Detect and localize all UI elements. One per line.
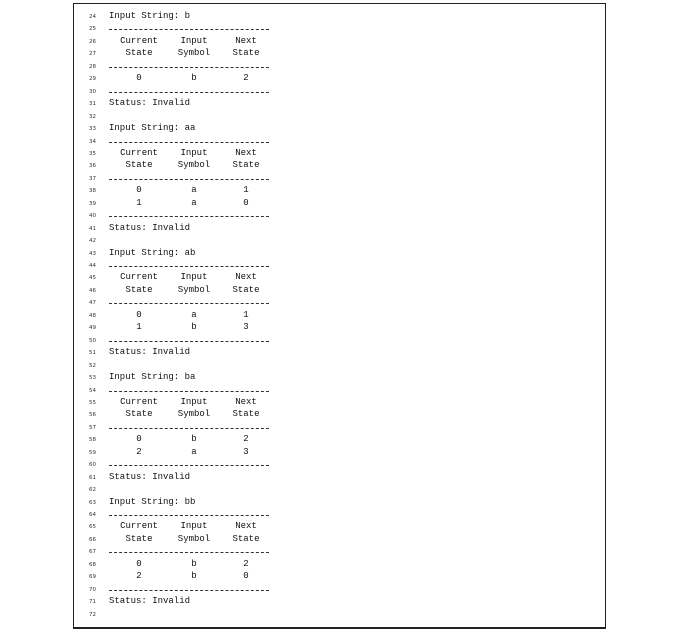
line-number: 47	[89, 300, 96, 307]
table-cell: 0	[136, 73, 142, 84]
table-cell: b	[191, 571, 197, 582]
line-number: 71	[89, 599, 96, 606]
table-header: State	[232, 160, 260, 171]
line-number: 55	[89, 399, 96, 406]
line-number: 66	[89, 536, 96, 543]
document-page	[73, 3, 606, 629]
table-cell: 0	[243, 197, 249, 208]
table-cell: 1	[243, 309, 249, 320]
table-header: Symbol	[177, 48, 211, 59]
status-text: Status: Invalid	[109, 222, 191, 233]
status-text: Status: Invalid	[109, 98, 191, 109]
table-header: Next	[235, 272, 257, 283]
separator-line	[109, 266, 269, 267]
table-cell: 0	[136, 434, 142, 445]
line-number: 42	[89, 238, 96, 245]
table-cell: 3	[243, 322, 249, 333]
line-number: 44	[89, 263, 96, 269]
table-cell: 1	[243, 185, 249, 196]
status-text: Status: Invalid	[109, 596, 191, 607]
line-number: 39	[89, 200, 96, 207]
line-number: 36	[89, 163, 96, 170]
table-header: Next	[235, 521, 257, 532]
table-cell: a	[191, 197, 197, 208]
table-cell: a	[191, 446, 197, 457]
separator-line	[109, 179, 269, 180]
separator-line	[109, 391, 269, 392]
separator-line	[109, 590, 269, 591]
separator-line	[109, 303, 269, 304]
table-cell: 0	[136, 185, 142, 196]
line-number: 51	[89, 350, 96, 357]
line-number: 64	[89, 512, 96, 518]
table-header: Current	[120, 35, 158, 46]
input-string-label: Input String: aa	[109, 123, 196, 134]
table-header: Input	[180, 35, 208, 46]
table-header: State	[232, 409, 260, 420]
status-text: Status: Invalid	[109, 471, 191, 482]
table-cell: 2	[243, 558, 249, 569]
line-number: 30	[89, 88, 96, 95]
line-number: 56	[89, 412, 96, 419]
line-number: 54	[89, 387, 96, 394]
line-number: 32	[89, 113, 96, 120]
line-number: 29	[89, 76, 96, 83]
input-string-label: Input String: ba	[109, 372, 196, 383]
table-cell: 2	[136, 446, 142, 457]
table-header: Input	[180, 147, 208, 158]
table-header: State	[125, 160, 153, 171]
line-number: 46	[89, 287, 96, 294]
line-number: 50	[89, 337, 96, 344]
line-number: 28	[89, 63, 96, 70]
table-header: Input	[180, 272, 208, 283]
separator-line	[109, 142, 269, 143]
table-cell: a	[191, 309, 197, 320]
table-cell: 0	[243, 571, 249, 582]
line-number: 24	[89, 14, 96, 20]
status-text: Status: Invalid	[109, 347, 191, 358]
line-number: 38	[89, 188, 96, 195]
table-header: State	[125, 48, 153, 59]
line-number: 53	[89, 375, 96, 382]
table-cell: b	[191, 322, 197, 333]
line-number: 52	[89, 362, 96, 369]
line-number: 58	[89, 437, 96, 444]
input-string-label: Input String: bb	[109, 496, 196, 507]
line-number: 37	[89, 175, 96, 182]
table-header: Symbol	[177, 160, 211, 171]
table-cell: 1	[136, 197, 142, 208]
table-cell: 2	[136, 571, 142, 582]
line-number: 34	[89, 138, 96, 145]
table-header: Next	[235, 35, 257, 46]
separator-line	[109, 552, 269, 553]
table-cell: b	[191, 558, 197, 569]
line-number: 31	[89, 101, 96, 108]
table-header: Next	[235, 396, 257, 407]
table-header: State	[232, 48, 260, 59]
table-cell: 2	[243, 73, 249, 84]
line-number: 57	[89, 424, 96, 431]
table-header: State	[125, 409, 153, 420]
separator-line	[109, 29, 269, 30]
line-number: 43	[89, 250, 96, 257]
line-number: 68	[89, 561, 96, 568]
table-cell: 0	[136, 309, 142, 320]
line-number: 33	[89, 126, 96, 133]
table-header: Input	[180, 521, 208, 532]
table-header: State	[125, 284, 153, 295]
table-header: Current	[120, 147, 158, 158]
line-number: 61	[89, 474, 96, 481]
table-header: Current	[120, 521, 158, 532]
table-header: Next	[235, 147, 257, 158]
table-cell: b	[191, 73, 197, 84]
table-header: State	[232, 533, 260, 544]
separator-line	[109, 341, 269, 342]
line-number: 63	[89, 499, 96, 506]
table-header: Current	[120, 272, 158, 283]
input-string-label: Input String: ab	[109, 247, 196, 258]
line-number: 26	[89, 38, 96, 45]
line-number: 65	[89, 524, 96, 531]
line-number: 60	[89, 462, 96, 469]
line-number: 25	[89, 26, 96, 33]
line-number: 48	[89, 312, 96, 319]
table-header: Input	[180, 396, 208, 407]
table-header: Current	[120, 396, 158, 407]
line-number: 67	[89, 549, 96, 556]
line-number: 49	[89, 325, 96, 332]
separator-line	[109, 465, 269, 466]
table-cell: b	[191, 434, 197, 445]
separator-line	[109, 515, 269, 516]
line-number: 69	[89, 574, 96, 581]
separator-line	[109, 216, 269, 217]
line-number: 41	[89, 225, 96, 232]
table-cell: 3	[243, 446, 249, 457]
line-number: 72	[89, 611, 96, 618]
line-number: 45	[89, 275, 96, 282]
separator-line	[109, 428, 269, 429]
line-number: 27	[89, 51, 96, 58]
separator-line	[109, 92, 269, 93]
table-header: Symbol	[177, 533, 211, 544]
input-string-label: Input String: b	[109, 11, 191, 21]
table-header: Symbol	[177, 409, 211, 420]
separator-line	[109, 67, 269, 68]
table-header: Symbol	[177, 284, 211, 295]
table-header: State	[125, 533, 153, 544]
line-number: 70	[89, 586, 96, 593]
line-number: 59	[89, 449, 96, 456]
table-cell: 2	[243, 434, 249, 445]
table-cell: 1	[136, 322, 142, 333]
table-header: State	[232, 284, 260, 295]
line-number: 40	[89, 213, 96, 220]
table-cell: a	[191, 185, 197, 196]
line-number: 35	[89, 150, 96, 157]
line-number: 62	[89, 487, 96, 494]
table-cell: 0	[136, 558, 142, 569]
